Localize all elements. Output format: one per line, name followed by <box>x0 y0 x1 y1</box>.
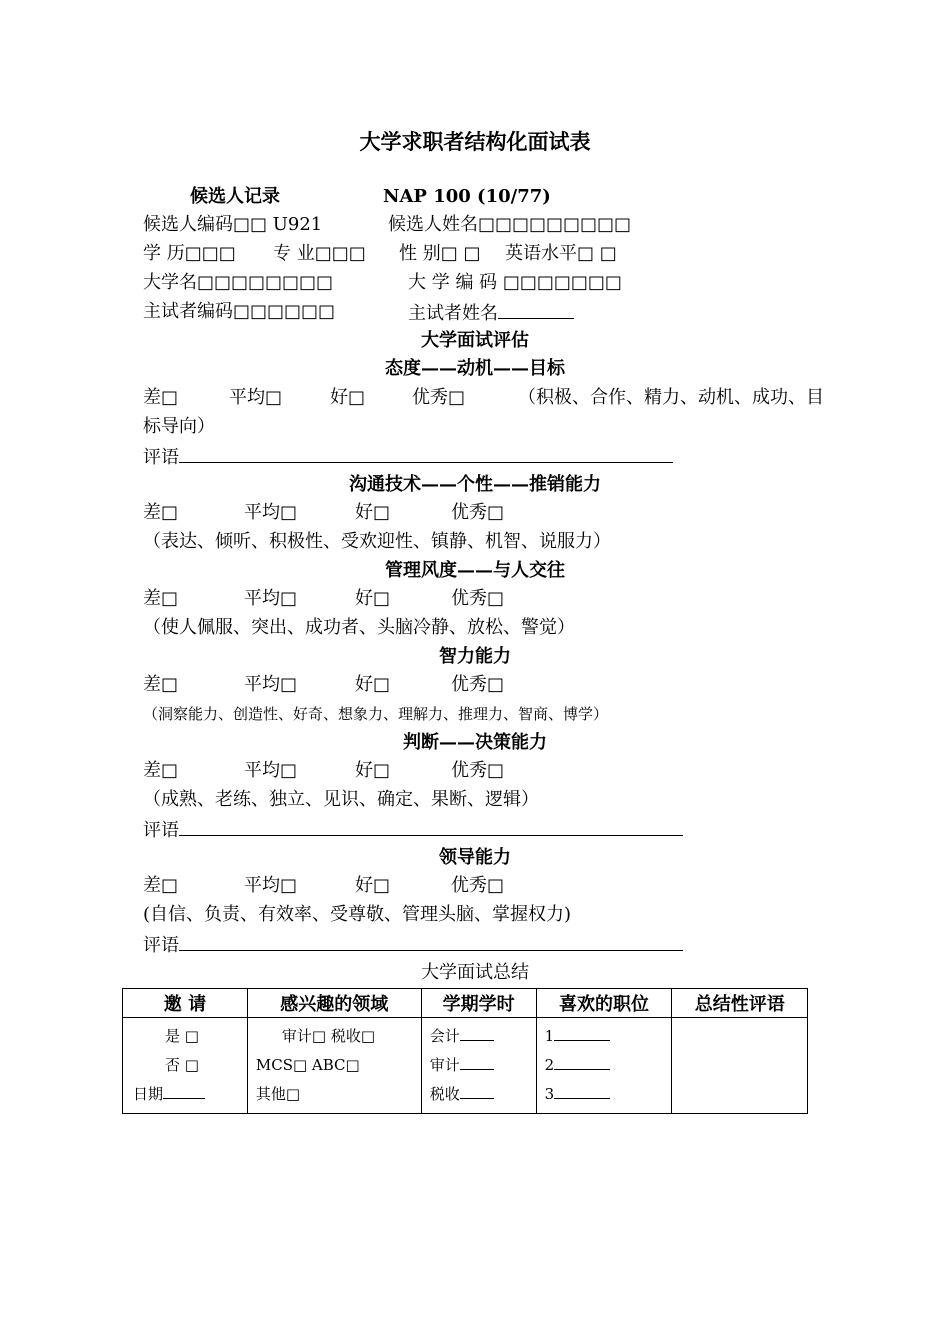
positions-cell <box>536 1018 672 1114</box>
s1-average-checkbox[interactable]: 平均□ <box>229 387 283 408</box>
english-level-field[interactable]: 英语水平□ □ <box>505 243 617 264</box>
summary-header-row <box>123 989 808 1018</box>
hours-cell <box>421 1018 536 1114</box>
header-summary-comment: 总结性评语 <box>672 989 808 1018</box>
s3-excellent-checkbox[interactable]: 优秀□ <box>451 588 505 609</box>
header-semester-hours: 学期学时 <box>421 989 536 1018</box>
position-1-label: 1 <box>544 1027 555 1045</box>
s5-average-checkbox[interactable]: 平均□ <box>244 760 298 781</box>
section-leadership-title: 领导能力 <box>439 847 511 868</box>
hours-tax-label: 税收 <box>429 1085 460 1103</box>
s1-excellent-checkbox[interactable]: 优秀□ <box>412 387 466 408</box>
header-interest-field: 感兴趣的领域 <box>247 989 421 1018</box>
s2-description: （表达、倾听、积极性、受欢迎性、镇静、机智、说服力） <box>143 531 611 552</box>
document-title: 大学求职者结构化面试表 <box>359 129 591 154</box>
invite-no-checkbox[interactable]: 否 □ <box>165 1056 199 1074</box>
hours-accounting-blank[interactable] <box>460 1026 494 1041</box>
interviewer-name-field[interactable] <box>408 300 574 326</box>
invite-date-field[interactable] <box>133 1080 239 1109</box>
summary-body-row <box>123 1018 808 1114</box>
hours-audit-label: 审计 <box>429 1056 460 1074</box>
interest-mcs-abc-checkboxes[interactable]: MCS□ ABC□ <box>255 1056 360 1074</box>
s2-excellent-checkbox[interactable]: 优秀□ <box>451 502 505 523</box>
section-attitude-title: 态度——动机——目标 <box>385 358 565 379</box>
s6-description: (自信、负责、有效率、受尊敬、管理头脑、掌握权力) <box>143 904 572 925</box>
header-preferred-position: 喜欢的职位 <box>536 989 672 1018</box>
university-name-field[interactable]: 大学名□□□□□□□□ <box>143 272 334 293</box>
invite-yes-checkbox[interactable]: 是 □ <box>165 1027 199 1045</box>
position-3-field[interactable] <box>545 1080 664 1109</box>
s1-comment-blank[interactable] <box>179 444 673 463</box>
position-2-blank[interactable] <box>554 1055 610 1070</box>
eval-title: 大学面试评估 <box>421 330 529 351</box>
record-label: 候选人记录 <box>190 186 280 207</box>
s5-excellent-checkbox[interactable]: 优秀□ <box>451 760 505 781</box>
interest-other-checkbox[interactable]: 其他□ <box>255 1085 301 1103</box>
university-code-field[interactable]: 大 学 编 码 □□□□□□□ <box>408 272 622 293</box>
s2-average-checkbox[interactable]: 平均□ <box>244 502 298 523</box>
summary-table <box>122 988 808 1114</box>
hours-tax-blank[interactable] <box>460 1084 494 1099</box>
hours-audit-field[interactable] <box>430 1051 528 1080</box>
header-invite: 邀 请 <box>123 989 248 1018</box>
interviewer-name-blank[interactable] <box>498 300 574 319</box>
invite-date-blank[interactable] <box>163 1084 205 1099</box>
s6-excellent-checkbox[interactable]: 优秀□ <box>451 875 505 896</box>
s5-comment-field[interactable] <box>143 817 683 843</box>
interest-audit-tax-checkboxes[interactable]: 审计□ 税收□ <box>281 1027 375 1045</box>
interest-cell <box>247 1018 421 1114</box>
s1-good-checkbox[interactable]: 好□ <box>330 387 366 408</box>
s3-description: （使人佩服、突出、成功者、头脑冷静、放松、警觉） <box>143 617 575 638</box>
s5-good-checkbox[interactable]: 好□ <box>355 760 391 781</box>
s5-comment-label: 评语 <box>143 820 179 841</box>
s6-poor-checkbox[interactable]: 差□ <box>143 875 179 896</box>
s1-poor-checkbox[interactable]: 差□ <box>143 387 179 408</box>
s4-excellent-checkbox[interactable]: 优秀□ <box>451 674 505 695</box>
hours-accounting-field[interactable] <box>430 1022 528 1051</box>
s4-poor-checkbox[interactable]: 差□ <box>143 674 179 695</box>
hours-tax-field[interactable] <box>430 1080 528 1109</box>
major-field[interactable]: 专 业□□□ <box>273 243 366 264</box>
s3-good-checkbox[interactable]: 好□ <box>355 588 391 609</box>
s5-comment-blank[interactable] <box>179 817 683 836</box>
position-1-field[interactable] <box>545 1022 664 1051</box>
s3-average-checkbox[interactable]: 平均□ <box>244 588 298 609</box>
summary-title: 大学面试总结 <box>421 962 529 983</box>
position-2-field[interactable] <box>545 1051 664 1080</box>
s5-poor-checkbox[interactable]: 差□ <box>143 760 179 781</box>
s5-description: （成熟、老练、独立、见识、确定、果断、逻辑） <box>143 789 539 810</box>
s2-good-checkbox[interactable]: 好□ <box>355 502 391 523</box>
position-1-blank[interactable] <box>554 1026 610 1041</box>
section-communication-title: 沟通技术——个性——推销能力 <box>349 474 601 495</box>
s1-comment-label: 评语 <box>143 447 179 468</box>
s4-description: （洞察能力、创造性、好奇、想象力、理解力、推理力、智商、博学） <box>143 705 609 723</box>
s6-comment-label: 评语 <box>143 935 179 956</box>
position-2-label: 2 <box>544 1056 555 1074</box>
s6-comment-field[interactable] <box>143 932 683 958</box>
s4-average-checkbox[interactable]: 平均□ <box>244 674 298 695</box>
form-code: NAP 100 (10/77) <box>383 186 551 207</box>
s4-good-checkbox[interactable]: 好□ <box>355 674 391 695</box>
candidate-id-field[interactable]: 候选人编码□□ U921 <box>143 214 323 235</box>
invite-cell <box>123 1018 248 1114</box>
s3-poor-checkbox[interactable]: 差□ <box>143 588 179 609</box>
invite-date-label: 日期 <box>133 1085 164 1103</box>
gender-field[interactable]: 性 别□ □ <box>399 243 481 264</box>
position-3-blank[interactable] <box>554 1084 610 1099</box>
s6-good-checkbox[interactable]: 好□ <box>355 875 391 896</box>
education-field[interactable]: 学 历□□□ <box>143 243 236 264</box>
section-intelligence-title: 智力能力 <box>439 646 511 667</box>
s6-comment-blank[interactable] <box>179 932 683 951</box>
s2-poor-checkbox[interactable]: 差□ <box>143 502 179 523</box>
hours-accounting-label: 会计 <box>429 1027 460 1045</box>
s1-description-cont: 标导向） <box>143 416 215 437</box>
s1-comment-field[interactable] <box>143 444 673 470</box>
candidate-name-field[interactable]: 候选人姓名□□□□□□□□□ <box>388 214 632 235</box>
interviewer-name-label: 主试者姓名 <box>408 303 498 324</box>
section-judgment-title: 判断——决策能力 <box>403 732 547 753</box>
summary-comment-cell[interactable] <box>672 1018 808 1114</box>
s6-average-checkbox[interactable]: 平均□ <box>244 875 298 896</box>
hours-audit-blank[interactable] <box>460 1055 494 1070</box>
s1-description: （积极、合作、精力、动机、成功、目 <box>518 387 824 408</box>
interviewer-code-field[interactable]: 主试者编码□□□□□□ <box>143 301 336 322</box>
section-management-title: 管理风度——与人交往 <box>385 560 565 581</box>
position-3-label: 3 <box>544 1085 555 1103</box>
